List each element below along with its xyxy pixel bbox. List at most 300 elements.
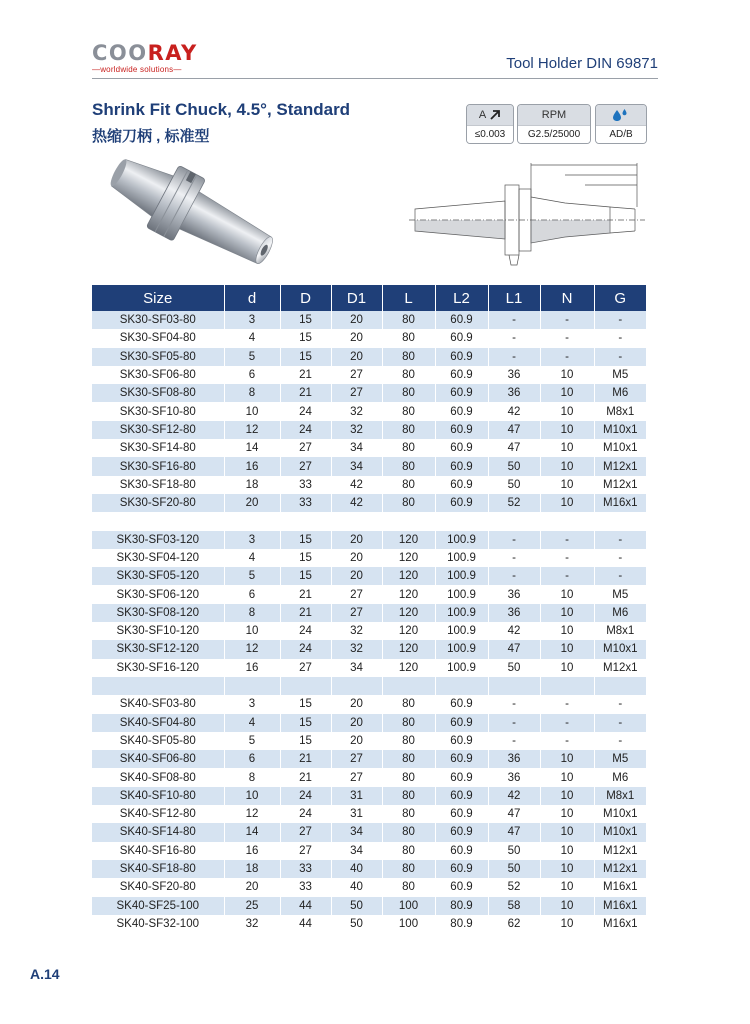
table-cell: SK40-SF16-80 — [92, 842, 224, 860]
table-cell: 60.9 — [435, 348, 488, 366]
table-cell: 27 — [331, 750, 382, 768]
col-header-size: Size — [92, 285, 224, 311]
table-cell: - — [488, 329, 540, 347]
table-cell: 10 — [540, 915, 594, 933]
table-cell: M12x1 — [594, 860, 646, 878]
arrow-up-right-icon — [489, 109, 501, 121]
table-cell: 12 — [224, 421, 280, 439]
table-cell: 60.9 — [435, 402, 488, 420]
table-cell: 60.9 — [435, 439, 488, 457]
table-cell: - — [594, 329, 646, 347]
table-cell: 36 — [488, 585, 540, 603]
table-cell: 27 — [280, 659, 331, 677]
table-cell: 10 — [540, 366, 594, 384]
table-cell: SK30-SF20-80 — [92, 494, 224, 512]
table-row — [92, 604, 646, 622]
table-cell: - — [540, 549, 594, 567]
table-cell: - — [540, 329, 594, 347]
table-cell: 10 — [540, 476, 594, 494]
table-row — [92, 494, 646, 512]
table-cell: 80 — [382, 860, 435, 878]
spec-runout — [466, 104, 514, 144]
table-cell: 36 — [488, 384, 540, 402]
table-cell: 16 — [224, 659, 280, 677]
table-cell: 120 — [382, 659, 435, 677]
table-cell: - — [488, 732, 540, 750]
table-cell: 40 — [331, 878, 382, 896]
table-row — [92, 476, 646, 494]
table-row — [92, 329, 646, 347]
table-cell: M5 — [594, 585, 646, 603]
table-cell: 3 — [224, 531, 280, 549]
table-cell: M8x1 — [594, 622, 646, 640]
table-cell: 15 — [280, 531, 331, 549]
spec-runout-value: ≤0.003 — [467, 125, 513, 143]
table-cell: 20 — [331, 567, 382, 585]
table-cell: 21 — [280, 585, 331, 603]
table-cell: SK40-SF32-100 — [92, 915, 224, 933]
table-cell: 20 — [224, 878, 280, 896]
table-cell: 12 — [224, 640, 280, 658]
table-cell: SK30-SF04-120 — [92, 549, 224, 567]
table-cell — [540, 512, 594, 530]
table-cell: SK30-SF12-120 — [92, 640, 224, 658]
table-cell: M16x1 — [594, 494, 646, 512]
table-cell: 8 — [224, 604, 280, 622]
table-cell — [435, 677, 488, 695]
table-cell: 60.9 — [435, 311, 488, 329]
table-row — [92, 714, 646, 732]
table-cell: SK40-SF08-80 — [92, 768, 224, 786]
table-cell: M12x1 — [594, 842, 646, 860]
table-cell: - — [594, 567, 646, 585]
table-row — [92, 585, 646, 603]
table-cell: SK40-SF25-100 — [92, 897, 224, 915]
table-cell: 47 — [488, 805, 540, 823]
table-cell: 80 — [382, 311, 435, 329]
table-cell: 60.9 — [435, 823, 488, 841]
table-cell: 15 — [280, 714, 331, 732]
table-cell: 80 — [382, 402, 435, 420]
table-cell: M10x1 — [594, 805, 646, 823]
table-cell: 16 — [224, 842, 280, 860]
table-row — [92, 823, 646, 841]
table-cell: 47 — [488, 640, 540, 658]
table-cell: - — [488, 549, 540, 567]
table-cell: M12x1 — [594, 476, 646, 494]
table-row — [92, 311, 646, 329]
brand-logo — [92, 42, 212, 74]
table-cell: 32 — [331, 402, 382, 420]
table-cell: M5 — [594, 366, 646, 384]
table-cell: - — [540, 311, 594, 329]
table-cell: - — [488, 311, 540, 329]
table-cell: 100 — [382, 897, 435, 915]
logo-text-red: RAY — [147, 41, 198, 65]
table-cell: 32 — [224, 915, 280, 933]
table-cell: 27 — [280, 823, 331, 841]
spec-rpm-value: G2.5/25000 — [518, 125, 590, 143]
table-row — [92, 842, 646, 860]
table-cell: 100.9 — [435, 549, 488, 567]
table-cell: - — [594, 732, 646, 750]
table-cell: 24 — [280, 787, 331, 805]
table-cell: M10x1 — [594, 439, 646, 457]
product-photo — [98, 150, 298, 280]
table-cell: 34 — [331, 842, 382, 860]
table-cell: - — [594, 695, 646, 713]
table-cell: 10 — [540, 659, 594, 677]
table-cell: - — [488, 695, 540, 713]
table-cell: 100.9 — [435, 640, 488, 658]
table-row — [92, 366, 646, 384]
table-row — [92, 567, 646, 585]
table-cell: 34 — [331, 439, 382, 457]
table-cell: SK40-SF06-80 — [92, 750, 224, 768]
table-cell: 6 — [224, 585, 280, 603]
table-cell: 27 — [331, 604, 382, 622]
col-header-L1: L1 — [488, 285, 540, 311]
spec-rpm-label: RPM — [518, 105, 590, 125]
table-cell: 60.9 — [435, 805, 488, 823]
table-cell: 80 — [382, 768, 435, 786]
table-spacer-row — [92, 677, 646, 695]
table-cell — [594, 512, 646, 530]
table-cell: SK30-SF05-80 — [92, 348, 224, 366]
table-cell: 42 — [488, 622, 540, 640]
table-row — [92, 915, 646, 933]
table-cell: 100.9 — [435, 567, 488, 585]
table-spacer-row — [92, 512, 646, 530]
table-cell: SK30-SF10-120 — [92, 622, 224, 640]
table-cell: 27 — [280, 439, 331, 457]
table-cell: 80 — [382, 823, 435, 841]
table-cell: - — [540, 531, 594, 549]
table-cell: - — [488, 567, 540, 585]
table-cell: SK30-SF06-80 — [92, 366, 224, 384]
table-cell: 50 — [331, 897, 382, 915]
table-cell: 10 — [540, 622, 594, 640]
table-cell: M16x1 — [594, 878, 646, 896]
table-cell: 36 — [488, 366, 540, 384]
table-cell: 24 — [280, 640, 331, 658]
col-header-L2: L2 — [435, 285, 488, 311]
table-cell: 60.9 — [435, 329, 488, 347]
table-cell: 60.9 — [435, 714, 488, 732]
table-cell: 15 — [280, 732, 331, 750]
table-cell: M16x1 — [594, 897, 646, 915]
table-cell: 8 — [224, 384, 280, 402]
table-cell: 15 — [280, 329, 331, 347]
table-cell: - — [540, 714, 594, 732]
table-cell: 36 — [488, 750, 540, 768]
table-cell: 20 — [331, 311, 382, 329]
table-cell: 10 — [540, 823, 594, 841]
table-cell: SK40-SF03-80 — [92, 695, 224, 713]
table-row — [92, 640, 646, 658]
col-header-d: d — [224, 285, 280, 311]
table-cell: 52 — [488, 878, 540, 896]
spec-runout-header — [467, 105, 513, 125]
table-cell: 12 — [224, 805, 280, 823]
table-cell: 33 — [280, 476, 331, 494]
table-cell: SK30-SF14-80 — [92, 439, 224, 457]
table-cell: M10x1 — [594, 640, 646, 658]
table-cell: 120 — [382, 622, 435, 640]
table-cell: SK40-SF04-80 — [92, 714, 224, 732]
table-cell: 32 — [331, 622, 382, 640]
table-cell: 5 — [224, 567, 280, 585]
table-cell: - — [594, 531, 646, 549]
table-cell: 10 — [540, 402, 594, 420]
table-cell: 80 — [382, 457, 435, 475]
table-cell: M10x1 — [594, 421, 646, 439]
table-cell: 24 — [280, 421, 331, 439]
table-row — [92, 549, 646, 567]
table-cell: 15 — [280, 549, 331, 567]
table-cell: 27 — [331, 585, 382, 603]
spec-coolant — [595, 104, 647, 144]
table-cell: 10 — [540, 457, 594, 475]
table-cell: 10 — [540, 384, 594, 402]
table-cell: SK30-SF12-80 — [92, 421, 224, 439]
table-cell: - — [488, 348, 540, 366]
table-cell: 120 — [382, 604, 435, 622]
table-cell: 120 — [382, 585, 435, 603]
table-cell: 10 — [540, 604, 594, 622]
table-cell: 8 — [224, 768, 280, 786]
table-cell — [382, 512, 435, 530]
table-cell: 18 — [224, 476, 280, 494]
table-cell: 60.9 — [435, 476, 488, 494]
table-cell — [540, 677, 594, 695]
spec-coolant-header — [596, 105, 646, 125]
table-cell: 47 — [488, 823, 540, 841]
table-cell: 80 — [382, 476, 435, 494]
table-cell: 24 — [280, 402, 331, 420]
table-cell: 80 — [382, 366, 435, 384]
table-cell: 100.9 — [435, 604, 488, 622]
table-row — [92, 878, 646, 896]
table-cell: SK40-SF14-80 — [92, 823, 224, 841]
spec-table — [92, 285, 646, 933]
header-divider — [92, 78, 658, 79]
table-cell: 60.9 — [435, 787, 488, 805]
table-cell: 10 — [540, 494, 594, 512]
table-cell: 42 — [331, 494, 382, 512]
logo-wordmark — [92, 42, 212, 64]
table-cell: 100.9 — [435, 585, 488, 603]
table-cell: 80 — [382, 732, 435, 750]
table-cell: 21 — [280, 604, 331, 622]
logo-text-grey: COO — [92, 41, 148, 65]
table-cell: 21 — [280, 366, 331, 384]
table-cell: 80 — [382, 695, 435, 713]
logo-tagline: —worldwide solutions— — [92, 65, 182, 74]
table-cell: 100.9 — [435, 622, 488, 640]
table-cell: SK30-SF16-80 — [92, 457, 224, 475]
table-cell: SK30-SF03-80 — [92, 311, 224, 329]
table-cell: 6 — [224, 366, 280, 384]
table-cell: 10 — [540, 897, 594, 915]
table-cell — [594, 677, 646, 695]
table-cell: - — [540, 348, 594, 366]
table-cell — [92, 677, 224, 695]
spec-runout-label: A — [478, 109, 487, 121]
spec-coolant-value: AD/B — [596, 125, 646, 143]
table-cell: 80 — [382, 329, 435, 347]
table-cell: 36 — [488, 768, 540, 786]
table-cell: 60.9 — [435, 494, 488, 512]
table-cell: 16 — [224, 457, 280, 475]
table-cell: 32 — [331, 421, 382, 439]
table-cell: M6 — [594, 604, 646, 622]
table-cell: 10 — [540, 787, 594, 805]
table-cell: 60.9 — [435, 878, 488, 896]
table-cell: SK30-SF16-120 — [92, 659, 224, 677]
table-cell: 33 — [280, 494, 331, 512]
table-cell — [435, 512, 488, 530]
table-cell: 10 — [540, 805, 594, 823]
table-cell: 20 — [224, 494, 280, 512]
table-cell: 34 — [331, 659, 382, 677]
product-title: Shrink Fit Chuck, 4.5°, Standard — [92, 100, 351, 119]
table-cell — [331, 512, 382, 530]
table-cell: 27 — [331, 384, 382, 402]
table-cell — [331, 677, 382, 695]
table-cell: 36 — [488, 604, 540, 622]
table-cell: 47 — [488, 439, 540, 457]
table-cell: 80 — [382, 878, 435, 896]
table-cell: 42 — [488, 787, 540, 805]
table-cell: 62 — [488, 915, 540, 933]
table-row — [92, 384, 646, 402]
table-cell: 20 — [331, 531, 382, 549]
table-cell: 100.9 — [435, 531, 488, 549]
table-cell: 44 — [280, 897, 331, 915]
table-cell: M6 — [594, 384, 646, 402]
table-cell: 21 — [280, 384, 331, 402]
table-cell: - — [540, 695, 594, 713]
table-cell: 27 — [331, 366, 382, 384]
table-cell: 10 — [540, 421, 594, 439]
table-cell: 32 — [331, 640, 382, 658]
table-cell: 80 — [382, 750, 435, 768]
table-cell: 10 — [540, 768, 594, 786]
document-title: Tool Holder DIN 69871 — [506, 55, 658, 72]
table-cell: 15 — [280, 567, 331, 585]
table-cell: 20 — [331, 695, 382, 713]
table-cell: M8x1 — [594, 787, 646, 805]
table-cell: 100.9 — [435, 659, 488, 677]
table-cell: 10 — [224, 787, 280, 805]
table-cell: 120 — [382, 531, 435, 549]
table-cell: 14 — [224, 439, 280, 457]
table-cell: 10 — [540, 439, 594, 457]
table-cell: 60.9 — [435, 768, 488, 786]
table-cell: 10 — [540, 585, 594, 603]
table-cell: 80 — [382, 494, 435, 512]
table-cell — [382, 677, 435, 695]
table-cell: 10 — [224, 402, 280, 420]
table-cell: - — [540, 567, 594, 585]
table-cell: 60.9 — [435, 842, 488, 860]
table-cell: M5 — [594, 750, 646, 768]
page-number: A.14 — [30, 966, 60, 982]
table-cell: 20 — [331, 329, 382, 347]
table-cell: 34 — [331, 457, 382, 475]
table-cell: 10 — [540, 860, 594, 878]
table-cell: M8x1 — [594, 402, 646, 420]
table-cell: 4 — [224, 714, 280, 732]
table-cell: 40 — [331, 860, 382, 878]
table-cell: 10 — [224, 622, 280, 640]
col-header-N: N — [540, 285, 594, 311]
col-header-L: L — [382, 285, 435, 311]
table-cell: 3 — [224, 311, 280, 329]
table-cell: 27 — [331, 768, 382, 786]
table-cell: 80 — [382, 348, 435, 366]
table-cell: 50 — [488, 476, 540, 494]
table-cell: 21 — [280, 750, 331, 768]
table-cell: SK40-SF18-80 — [92, 860, 224, 878]
table-cell: 27 — [280, 842, 331, 860]
table-cell: 80.9 — [435, 915, 488, 933]
table-cell: - — [594, 714, 646, 732]
table-cell: SK30-SF10-80 — [92, 402, 224, 420]
table-cell — [224, 677, 280, 695]
table-cell: 60.9 — [435, 366, 488, 384]
table-cell: 60.9 — [435, 695, 488, 713]
spec-rpm — [517, 104, 591, 144]
table-cell: 58 — [488, 897, 540, 915]
table-cell: - — [594, 549, 646, 567]
table-cell: 80 — [382, 842, 435, 860]
table-cell: 120 — [382, 549, 435, 567]
col-header-G: G — [594, 285, 646, 311]
table-cell: 80 — [382, 714, 435, 732]
table-cell: - — [488, 714, 540, 732]
table-cell: 33 — [280, 860, 331, 878]
table-cell: SK30-SF08-80 — [92, 384, 224, 402]
table-cell: 20 — [331, 549, 382, 567]
table-cell: SK40-SF20-80 — [92, 878, 224, 896]
table-cell: 47 — [488, 421, 540, 439]
table-row — [92, 860, 646, 878]
table-row — [92, 787, 646, 805]
table-cell: 60.9 — [435, 384, 488, 402]
table-cell: 25 — [224, 897, 280, 915]
table-row — [92, 439, 646, 457]
table-row — [92, 750, 646, 768]
table-row — [92, 531, 646, 549]
table-cell: - — [540, 732, 594, 750]
table-cell: M12x1 — [594, 457, 646, 475]
table-cell — [488, 677, 540, 695]
table-cell: 10 — [540, 842, 594, 860]
table-cell: 80 — [382, 787, 435, 805]
technical-drawing — [405, 157, 650, 277]
table-cell: 15 — [280, 695, 331, 713]
table-cell: SK30-SF04-80 — [92, 329, 224, 347]
table-cell: 80 — [382, 421, 435, 439]
table-cell: 80 — [382, 439, 435, 457]
table-cell: SK30-SF08-120 — [92, 604, 224, 622]
table-cell: 15 — [280, 348, 331, 366]
table-cell: 120 — [382, 640, 435, 658]
table-cell: SK40-SF12-80 — [92, 805, 224, 823]
table-cell: 50 — [488, 659, 540, 677]
